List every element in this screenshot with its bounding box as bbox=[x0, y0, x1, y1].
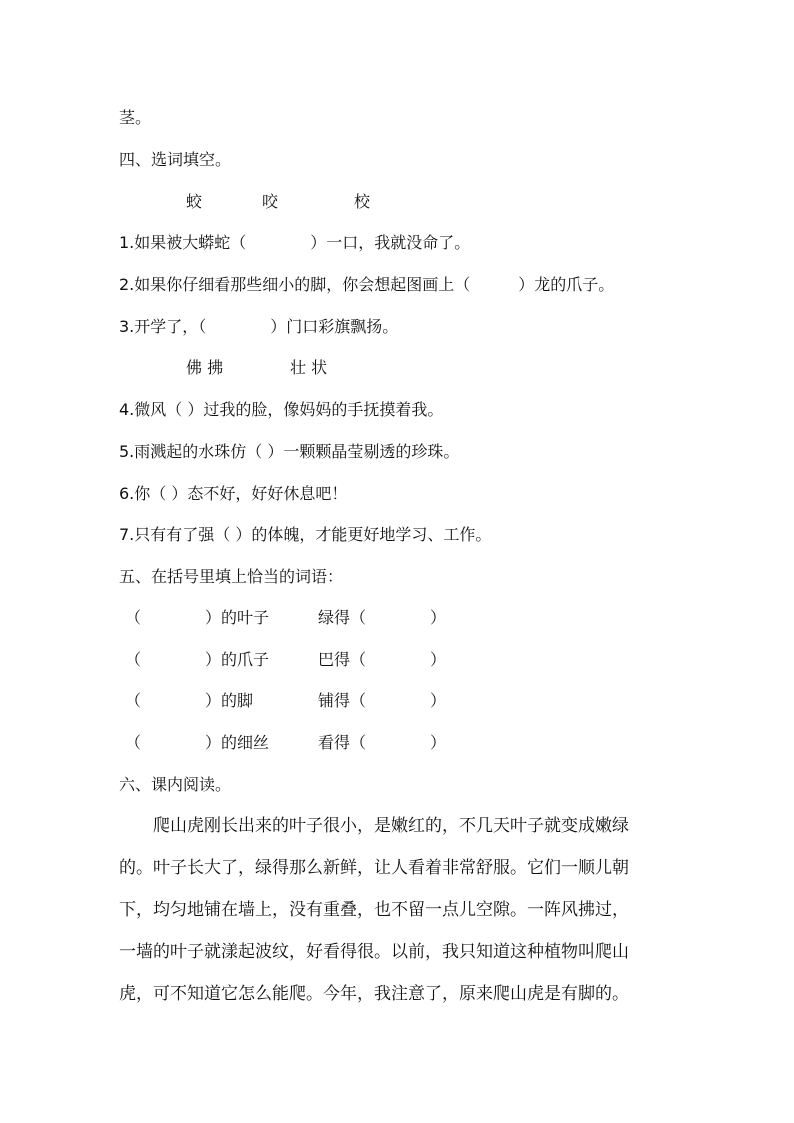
fill-item-right: 看得（ ） bbox=[318, 733, 447, 752]
section-five-title: 五、在括号里填上恰当的词语： bbox=[119, 567, 344, 586]
choice-word-3: 校 bbox=[354, 192, 371, 211]
question-1: 1.如果被大蟒蛇（ ）一口，我就没命了。 bbox=[119, 233, 471, 252]
passage-line: 爬山虎刚长出来的叶子很小，是嫩红的，不几天叶子就变成嫩绿 bbox=[119, 816, 629, 836]
continued-text: 茎。 bbox=[119, 108, 152, 127]
fill-item-left: （ ）的脚 bbox=[125, 691, 254, 710]
fill-item-left: （ ）的细丝 bbox=[125, 733, 270, 752]
passage-line: 的。叶子长大了，绿得那么新鲜，让人看着非常舒服。它们一顺儿朝 bbox=[119, 858, 629, 878]
choice-word-2: 咬 bbox=[262, 192, 279, 211]
question-3: 3.开学了，（ ）门口彩旗飘扬。 bbox=[119, 317, 399, 336]
passage-line: 虎，可不知道它怎么能爬。今年，我注意了，原来爬山虎是有脚的。 bbox=[119, 984, 629, 1004]
fill-item-left: （ ）的叶子 bbox=[125, 608, 270, 627]
passage-line: 下，均匀地铺在墙上，没有重叠，也不留一点儿空隙。一阵风拂过， bbox=[119, 900, 629, 920]
choice-pair-2: 壮 状 bbox=[290, 358, 328, 377]
question-2: 2.如果你仔细看那些细小的脚，你会想起图画上（ ）龙的爪子。 bbox=[119, 275, 615, 294]
question-4: 4.微风（ ）过我的脸，像妈妈的手抚摸着我。 bbox=[119, 400, 444, 419]
section-six-title: 六、课内阅读。 bbox=[119, 775, 232, 794]
fill-item-left: （ ）的爪子 bbox=[125, 650, 270, 669]
fill-item-right: 铺得（ ） bbox=[318, 691, 447, 710]
fill-item-right: 巴得（ ） bbox=[318, 650, 447, 669]
fill-item-right: 绿得（ ） bbox=[318, 608, 447, 627]
choice-word-1: 蛟 bbox=[186, 192, 203, 211]
passage-line: 一墙的叶子就漾起波纹，好看得很。以前，我只知道这种植物叫爬山 bbox=[119, 942, 629, 962]
choice-pair-1: 佛 拂 bbox=[186, 358, 224, 377]
question-5: 5.雨溅起的水珠仿（ ）一颗颗晶莹剔透的珍珠。 bbox=[119, 442, 460, 461]
section-four-title: 四、选词填空。 bbox=[119, 150, 232, 169]
question-6: 6.你（ ）态不好，好好休息吧！ bbox=[119, 484, 348, 503]
question-7: 7.只有有了强（ ）的体魄，才能更好地学习、工作。 bbox=[119, 525, 492, 544]
